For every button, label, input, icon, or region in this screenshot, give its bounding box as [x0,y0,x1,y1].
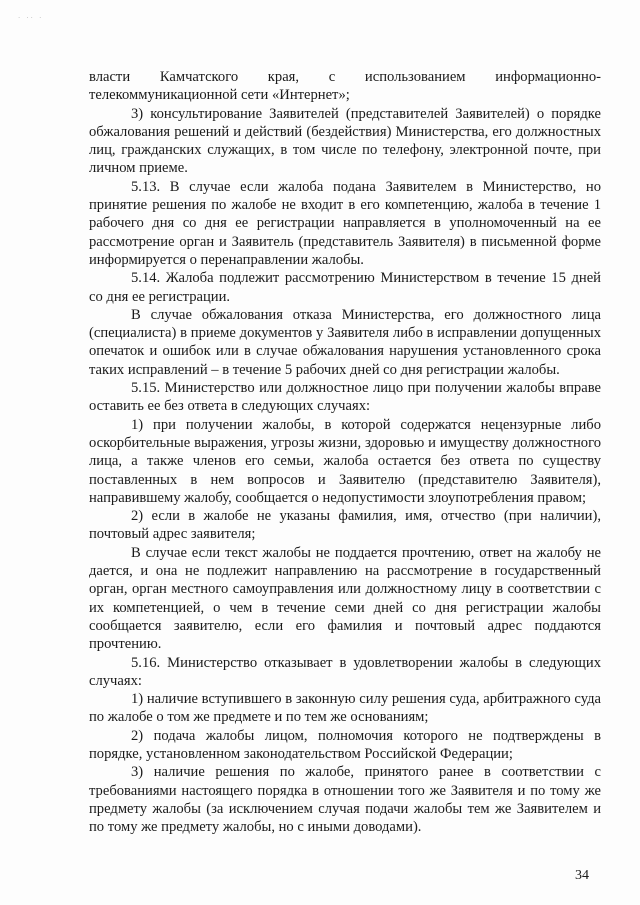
paragraph-continuation: власти Камчатского края, с использованием информационно-телекоммуникационной сети «Интернет»; [89,69,601,104]
paragraph-refusal-appeal: В случае обжалования отказа Министерства, его должностного лица (специалиста) в приеме документов у Заявителя либо в исправлении допущенных опечаток и ошибок или в случае обжалования нарушения установленного срока таких исправлений – в течение 5 рабочих дней со дня регистрации жалобы. [89,306,601,378]
paragraph-5-13: 5.13. В случае если жалоба подана Заявителем в Министерство, но принятие решения по жалобе не входит в его компетенцию, жалоба в течение 1 рабочего дня со дня ее регистрации направляется в уполномоченный на ее рассмотрение орган и Заявитель (представитель Заявителя) в письменной форме информируется о перенаправлении жалобы. [89,178,601,268]
paragraph-5-16-item-3: 3) наличие решения по жалобе, принятого ранее в соответствии с требованиями настоящего порядка в отношении того же Заявителя и по тому же предмету жалобы (за исключением случая подачи жалобы тем же Заявителем и по тому же предмету жалобы, но с иными доводами). [89,764,601,836]
paragraph-item-3: 3) консультирование Заявителей (представителей Заявителей) о порядке обжалования решений и действий (бездействия) Министерства, его должностных лиц, гражданских служащих, в том числе по телефону, электронной почте, при личном приеме. [89,105,601,177]
paragraph-5-16: 5.16. Министерство отказывает в удовлетворении жалобы в следующих случаях: [89,654,601,689]
paragraph-5-15-item-2: 2) если в жалобе не указаны фамилия, имя, отчество (при наличии), почтовый адрес заявителя; [89,508,601,543]
scan-mark: · ·· · [18,14,44,22]
paragraph-5-15-item-1: 1) при получении жалобы, в которой содержатся нецензурные либо оскорбительные выражения, угрозы жизни, здоровью и имуществу должностного лица, а также членов его семьи, жалоба остается без ответа по существу поставленных в нем вопросов и Заявителю (представителю Заявителя), направившему жалобу, сообщается о недопустимости злоупотребления правом; [89,416,601,506]
paragraph-5-15: 5.15. Министерство или должностное лицо при получении жалобы вправе оставить ее без ответа в следующих случаях: [89,380,601,415]
document-body [89,68,601,836]
paragraph-5-16-item-2: 2) подача жалобы лицом, полномочия которого не подтверждены в порядке, установленном законодательством Российской Федерации; [89,727,601,762]
paragraph-5-16-item-1: 1) наличие вступившего в законную силу решения суда, арбитражного суда по жалобе о том же предмете и по тем же основаниям; [89,691,601,726]
paragraph-unreadable-complaint: В случае если текст жалобы не поддается прочтению, ответ на жалобу не дается, и она не подлежит направлению на рассмотрение в государственный орган, орган местного самоуправления или должностному лицу в соответствии с их компетенцией, о чем в течение семи дней со дня регистрации жалобы сообщается заявителю, если его фамилия и почтовый адрес поддаются прочтению. [89,544,601,653]
page-number: 34 [575,868,589,883]
paragraph-5-14: 5.14. Жалоба подлежит рассмотрению Министерством в течение 15 дней со дня ее регистрации. [89,270,601,305]
